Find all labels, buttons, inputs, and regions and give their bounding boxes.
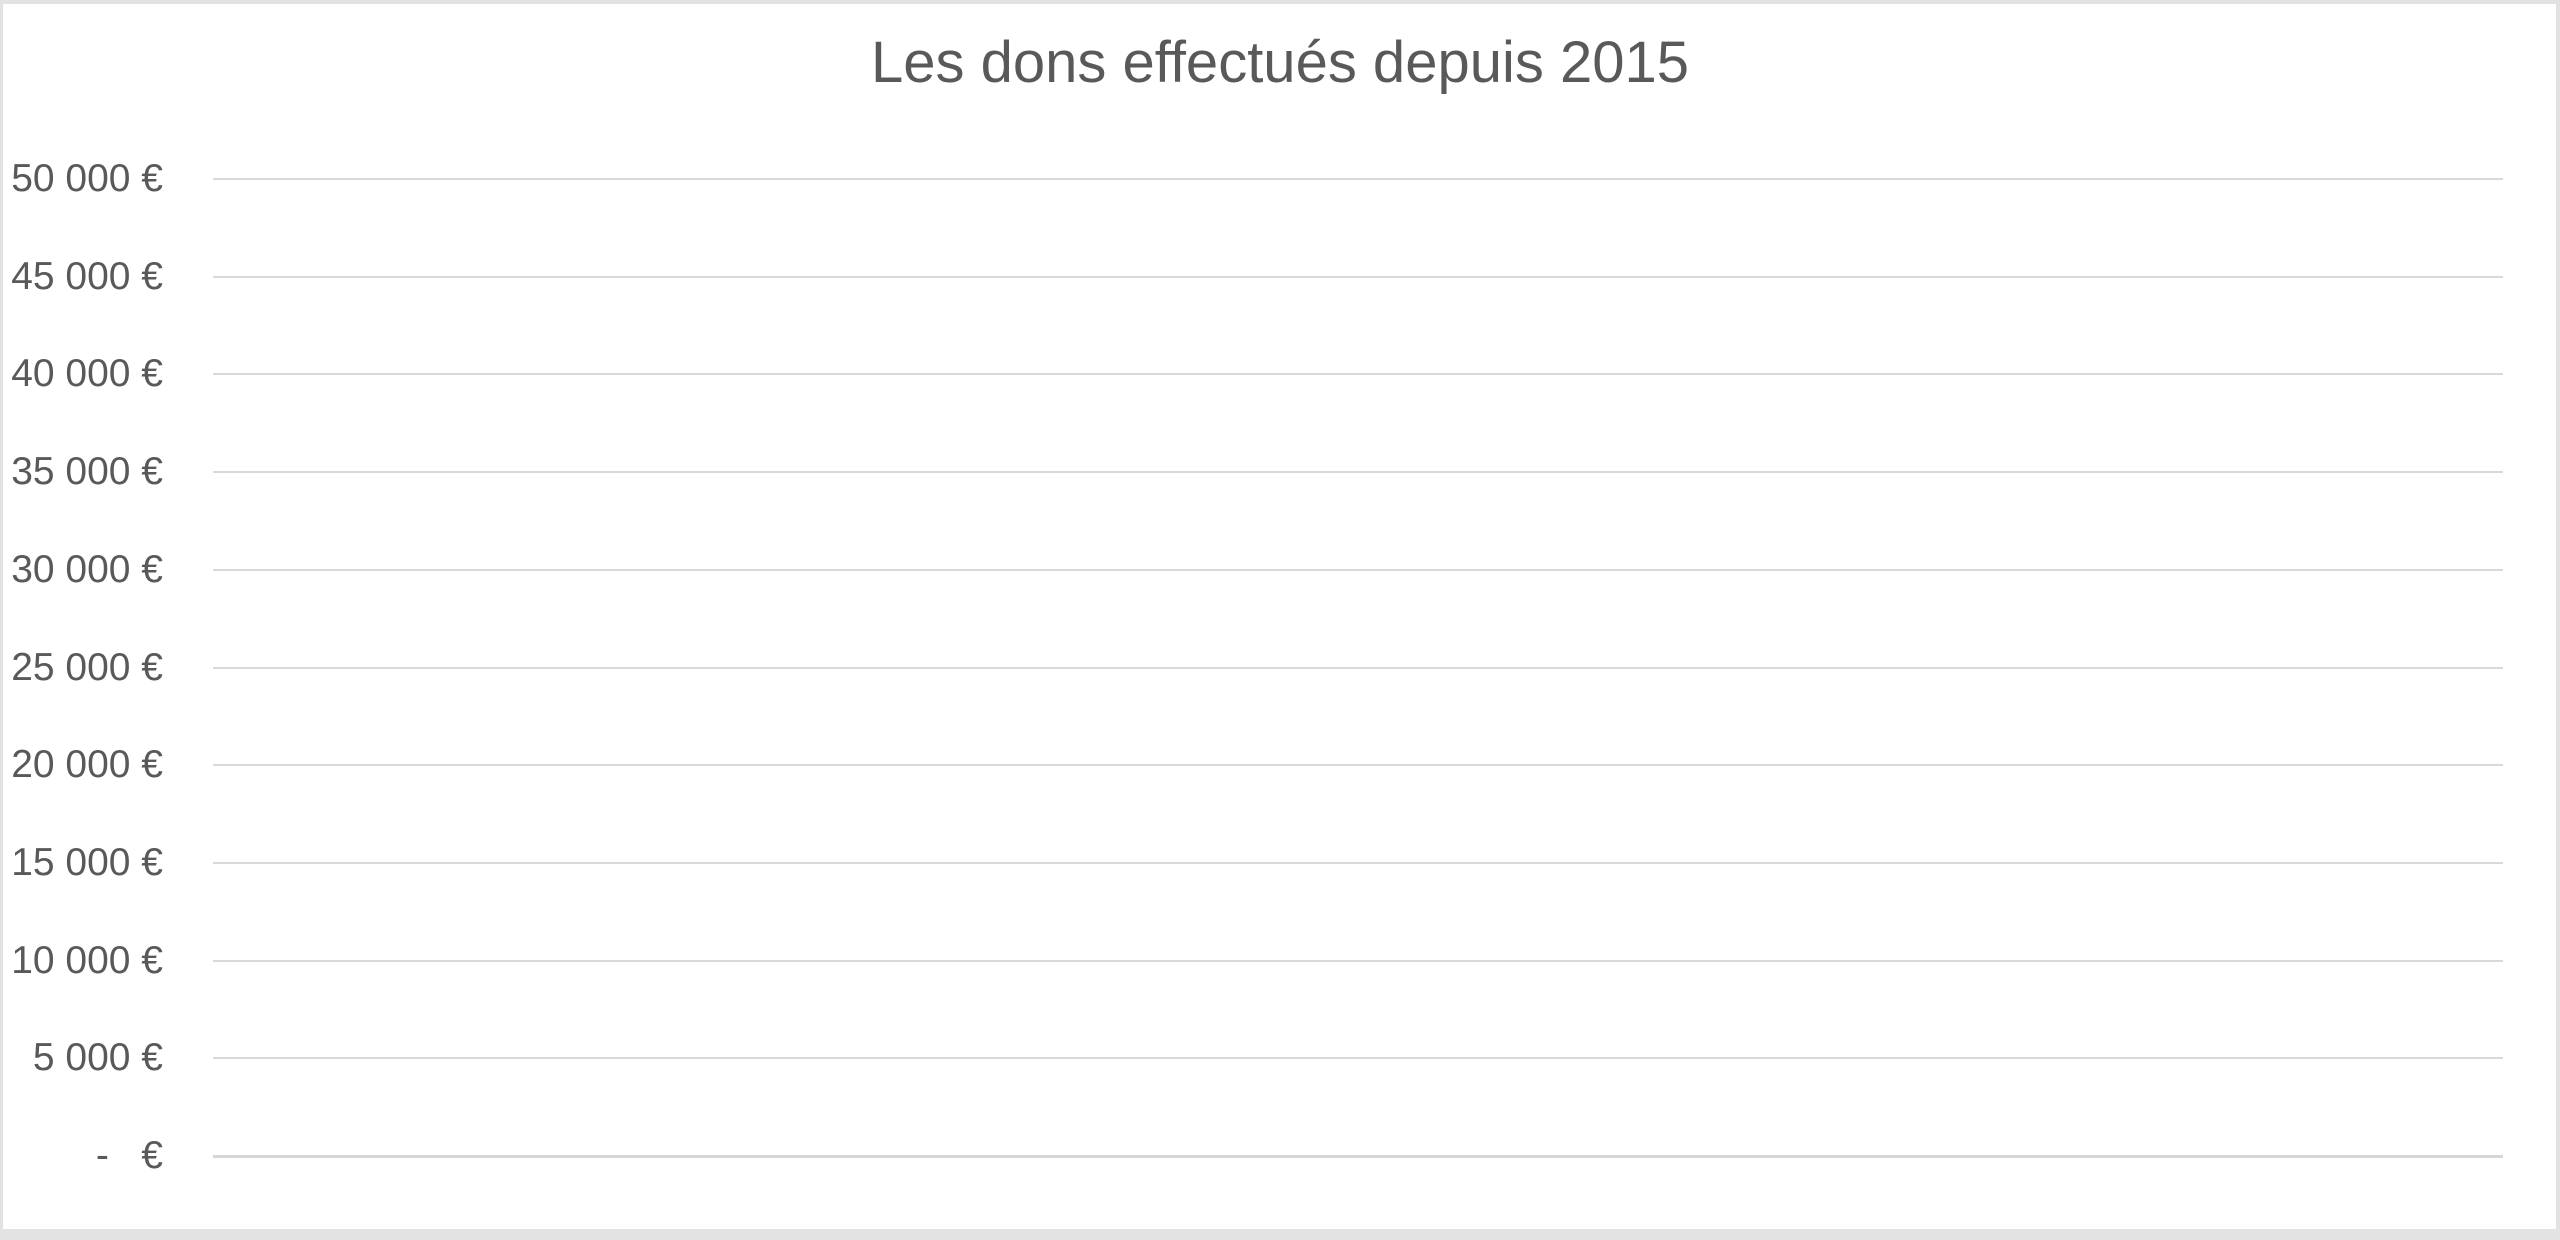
bottom-scrollbar-strip: [0, 1229, 2560, 1240]
gridline: [213, 862, 2503, 864]
y-axis-tick: 25 000 €: [11, 645, 163, 689]
gridline: [213, 960, 2503, 962]
y-axis-tick: 40 000 €: [11, 352, 163, 396]
y-axis-tick: 45 000 €: [11, 254, 163, 298]
gridline: [213, 276, 2503, 278]
gridline: [213, 178, 2503, 180]
y-axis-tick: 50 000 €: [11, 157, 163, 200]
y-axis-tick: 5 000 €: [32, 1036, 163, 1080]
chart-title: Les dons effectués depuis 2015: [870, 30, 1689, 95]
window-border-left: [0, 0, 3, 1240]
gridline: [213, 569, 2503, 571]
gridline: [213, 764, 2503, 766]
gridline: [213, 471, 2503, 473]
x-axis-line: [213, 1155, 2503, 1158]
y-axis: [0, 157, 163, 1177]
y-axis-tick: 10 000 €: [11, 938, 163, 982]
y-axis-tick: 20 000 €: [11, 743, 163, 787]
plot-area: [213, 179, 2503, 1156]
gridline: [213, 667, 2503, 669]
y-axis-tick: 30 000 €: [11, 547, 163, 591]
y-axis-tick: - €: [95, 1134, 163, 1177]
window-border-right: [2556, 0, 2560, 1240]
y-axis-tick: 35 000 €: [11, 450, 163, 494]
gridline: [213, 373, 2503, 375]
window-border-top: [0, 0, 2560, 4]
y-axis-tick: 15 000 €: [11, 840, 163, 884]
gridline: [213, 1057, 2503, 1059]
